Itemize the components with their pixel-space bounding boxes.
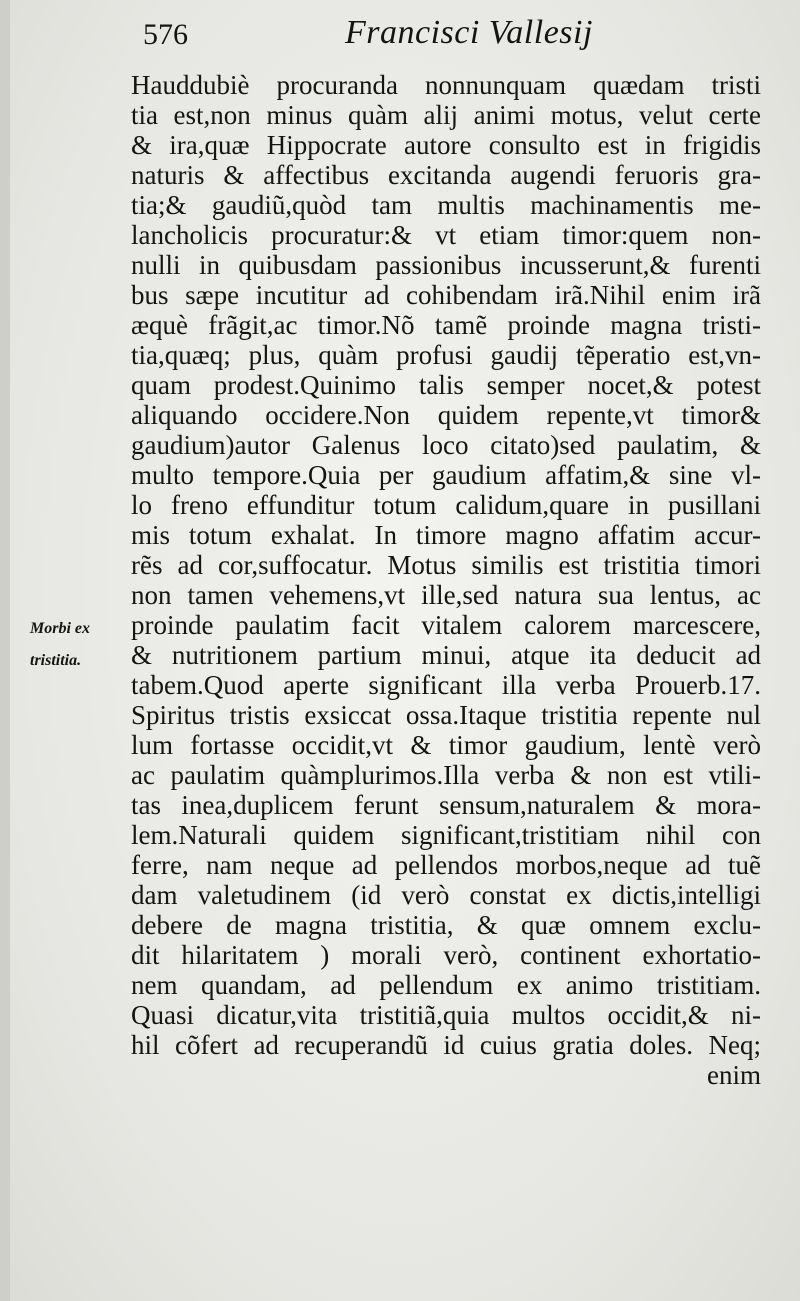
text-line: aliquando occidere.Non quidem repente,vt timor& (131, 400, 761, 430)
text-line: & ira,quæ Hippocrate autore consulto est in frigidis (131, 130, 761, 160)
marginal-note-line-2: tristitia. (30, 652, 82, 669)
text-line: bus sæpe incutitur ad cohibendam irã.Nihil enim irã (131, 280, 761, 310)
text-line: proinde paulatim facit vitalem calorem marcescere, (131, 610, 761, 640)
text-line: lo freno effunditur totum calidum,quare in pusillani (131, 490, 761, 520)
text-line: lum fortasse occidit,vt & timor gaudium, lentè verò (131, 730, 761, 760)
text-line: Quasi dicatur,vita tristitiã,quia multos occidit,& ni- (131, 1000, 761, 1030)
catchword: enim (707, 1060, 761, 1090)
page-edge-shadow (0, 0, 10, 1301)
text-line: lem.Naturali quidem significant,tristitiam nihil con (131, 820, 761, 850)
text-line: dit hilaritatem ) morali verò, continent exhortatio- (131, 940, 761, 970)
text-line: non tamen vehemens,vt ille,sed natura sua lentus, ac (131, 580, 761, 610)
text-line: naturis & affectibus excitanda augendi feruoris gra- (131, 160, 761, 190)
text-line: lancholicis procuratur:& vt etiam timor:quem non- (131, 220, 761, 250)
text-line: quam prodest.Quinimo talis semper nocet,& potest (131, 370, 761, 400)
text-line: dam valetudinem (id verò constat ex dictis,intelligi (131, 880, 761, 910)
text-line: tia,quæq; plus, quàm profusi gaudij tẽperatio est,vn- (131, 340, 761, 370)
text-line: ferre, nam neque ad pellendos morbos,neque ad tuẽ (131, 850, 761, 880)
text-line: tia est,non minus quàm alij animi motus, velut certe (131, 100, 761, 130)
text-line: tas inea,duplicem ferunt sensum,naturalem & mora- (131, 790, 761, 820)
text-line: nulli in quibusdam passionibus incusserunt,& furenti (131, 250, 761, 280)
text-line: multo tempore.Quia per gaudium affatim,& sine vl- (131, 460, 761, 490)
text-line: hil cõfert ad recuperandũ id cuius gratia doles. Neq; (131, 1030, 761, 1060)
text-line: debere de magna tristitia, & quæ omnem exclu- (131, 910, 761, 940)
text-line: mis totum exhalat. In timore magno affatim accur- (131, 520, 761, 550)
text-line: Spiritus tristis exsiccat ossa.Itaque tristitia repente nul (131, 700, 761, 730)
page-number: 576 (143, 18, 188, 51)
text-line: rẽs ad cor,suffocatur. Motus similis est tristitia timori (131, 550, 761, 580)
text-line: & nutritionem partium minui, atque ita deducit ad (131, 640, 761, 670)
text-line: gaudium)autor Galenus loco citato)sed paulatim, & (131, 430, 761, 460)
text-line: æquè frãgit,ac timor.Nõ tamẽ proinde magna tristi- (131, 310, 761, 340)
marginal-note-line-1: Morbi ex (30, 620, 90, 637)
text-line: Hauddubiè procuranda nonnunquam quædam tristi (131, 70, 761, 100)
page-header (135, 14, 635, 66)
text-line: tabem.Quod aperte significant illa verba Prouerb.17. (131, 670, 761, 700)
text-line: nem quandam, ad pellendum ex animo tristitiam. (131, 970, 761, 1000)
text-line: ac paulatim quàmplurimos.Illa verba & non est vtili- (131, 760, 761, 790)
text-line: tia;& gaudiũ,quòd tam multis machinamentis me- (131, 190, 761, 220)
body-text (131, 70, 761, 1090)
running-title: Francisci Vallesij (345, 14, 593, 51)
